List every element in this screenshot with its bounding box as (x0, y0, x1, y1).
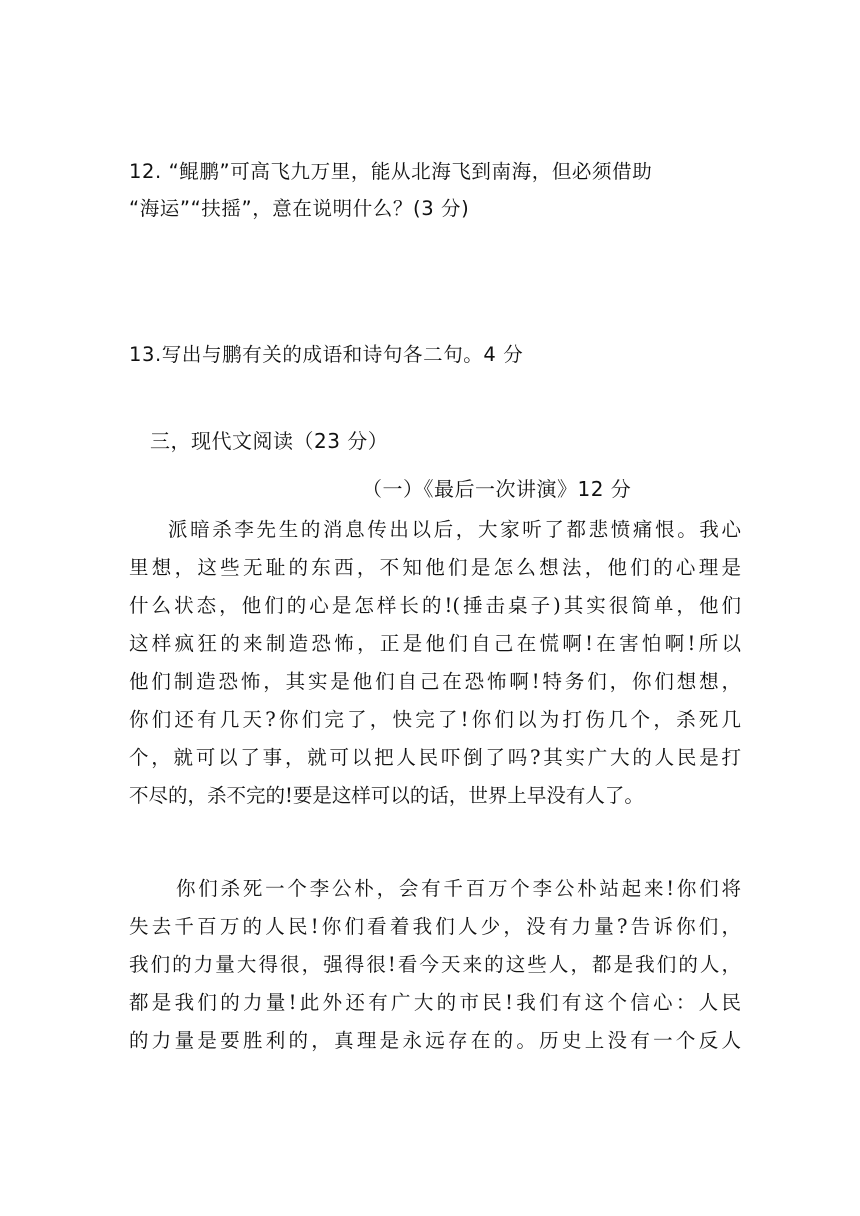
passage-paragraph-1 (129, 511, 741, 815)
question-13 (129, 336, 523, 373)
question-12-line-1: 12. “鲲鹏”可高飞九万里，能从北海飞到南海，但必须借助 (129, 160, 653, 183)
passage-paragraph-2 (129, 870, 741, 1060)
paragraph-line: 不尽的，杀不完的!要是这样可以的话，世界上早没有人了。 (129, 784, 644, 807)
paragraph-line: 他们制造恐怖，其实是他们自己在恐怖啊!特务们，你们想想， (129, 670, 741, 693)
question-12 (129, 153, 652, 227)
paragraph-line: 里想，这些无耻的东西，不知他们是怎么想法，他们的心理是 (129, 556, 741, 579)
paragraph-line: 你们杀死一个李公朴，会有千百万个李公朴站起来!你们将 (176, 877, 741, 900)
paragraph-line: 什么状态，他们的心是怎样长的!(捶击桌子)其实很简单，他们 (129, 594, 741, 617)
paragraph-line: 我们的力量大得很，强得很!看今天来的这些人，都是我们的人， (129, 953, 741, 976)
passage-title: （一）《最后一次讲演》12 分 (362, 477, 632, 501)
paragraph-line: 个，就可以了事，就可以把人民吓倒了吗?其实广大的人民是打 (129, 746, 741, 769)
paragraph-line: 都是我们的力量!此外还有广大的市民!我们有这个信心：人民 (129, 991, 741, 1014)
paragraph-line: 的力量是要胜利的，真理是永远存在的。历史上没有一个反人 (129, 1029, 741, 1052)
paragraph-line: 你们还有几天?你们完了，快完了!你们以为打伤几个，杀死几 (129, 708, 741, 731)
section-heading: 三，现代文阅读（23 分） (150, 429, 389, 453)
paragraph-line: 派暗杀李先生的消息传出以后，大家听了都悲愤痛恨。我心 (168, 518, 741, 541)
paragraph-line: 这样疯狂的来制造恐怖，正是他们自己在慌啊!在害怕啊!所以 (129, 632, 741, 655)
paragraph-line: 失去千百万的人民!你们看着我们人少，没有力量?告诉你们， (129, 915, 741, 938)
question-13-line-1: 13.写出与鹏有关的成语和诗句各二句。4 分 (129, 343, 524, 366)
question-12-line-2: “海运”“扶摇”，意在说明什么？(3 分) (129, 197, 470, 220)
